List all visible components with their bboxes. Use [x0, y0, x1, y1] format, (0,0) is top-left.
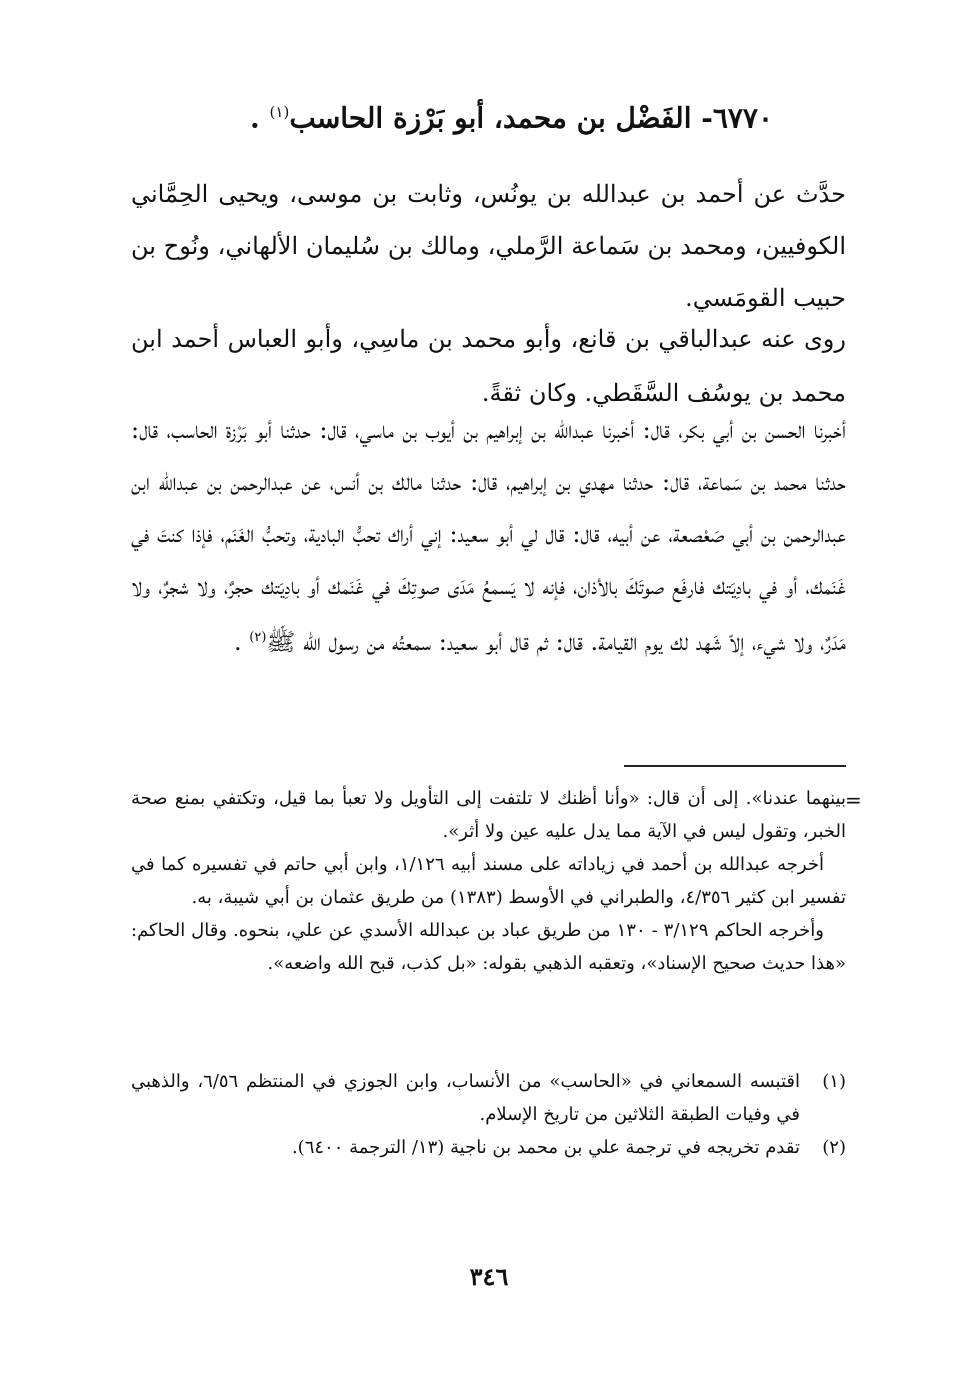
students-text: روى عنه عبدالباقي بن قانع، وأبو محمد بن ماسِي، وأبو العباس أحمد ابن محمد بن يوسُف السَّقَطي. وكان ثقةً. — [131, 325, 846, 407]
footnote-divider — [624, 765, 846, 767]
hadith-text-container — [131, 404, 846, 668]
footnote-text: تقدم تخريجه في ترجمة علي بن محمد بن ناجية (١٣/ الترجمة ٦٤٠٠). — [291, 1137, 800, 1158]
footnote-continuation-text-3: وأخرجه الحاكم ٣/١٢٩ - ١٣٠ من طريق عباد بن عبدالله الأسدي عن علي، بنحوه. وقال الحاكم: «هذا حديث صحيح الإسناد»، وتعقبه الذهبي بقوله: «بل كذب، قبح الله واضعه». — [131, 920, 846, 974]
footnote-continuation-text-1: بينهما عندنا». إلى أن قال: «وأنا أظنك لا تلتفت إلى التأويل ولا تعبأ بما قيل، وتكتفي بمنع صحة الخبر، وتقول ليس في الآية مما يدل عليه عين ولا أثر». — [131, 788, 846, 842]
footnote-continuation-text-2: أخرجه عبدالله بن أحمد في زياداته على مسند أبيه ١/١٢٦، وابن أبي حاتم في تفسيره كما في تفسير ابن كثير ٤/٣٥٦، والطبراني في الأوسط (١٣٨٣) من طريق عثمان بن أبي شيبة، به. — [131, 854, 846, 908]
narrators-text: حدَّث عن أحمد بن عبدالله بن يونُس، وثابت بن موسى، ويحيى الحِمَّاني الكوفيين، ومحمد بن سَماعة الرَّملي، ومالك بن سُليمان الألهاني، ونُوح بن حبيب القومَسي. — [131, 180, 846, 312]
footnote-list — [131, 1065, 846, 1164]
entry-heading — [173, 92, 773, 138]
hadith-text-end: . — [233, 628, 250, 656]
footnote-continuation-mark: = — [845, 788, 862, 812]
hadith-paragraph — [131, 404, 846, 668]
footnote-number: (١) — [822, 1071, 846, 1092]
footnote-item-1 — [131, 1065, 846, 1131]
hadith-text: أخبرنا الحسن بن أبي بكر، قال: أخبرنا عبدالله بن إبراهيم بن أيوب بن ماسي، قال: حدثنا أبو بَرْزة الحاسب، قال: حدثنا محمد بن سَماعة، قال: حدثنا مهدي بن إبراهيم، قال: حدثنا مالك بن أنس، عن عبدالرحمن بن عبدالله ابن عبدالرحمن بن أبي صَعْصعة، عن أبيه، قال: قال لي أبو سعيد: إني أراك تحبُّ البادية، وتحبُّ الغَنَم، فإذا كنتَ في غَنَمك، أو في بادِيَتك فارفَع صوتَكَ بالأذان، فإنه لا يَسمعُ مَدَى صوتِكَ في غَنَمك أو بادِيَتك حجرٌ، ولا شجرٌ، ولا مَدَرٌ، ولا شيء، إلاّ شَهد لك يوم القيامة. قال: ثم قال أبو سعيد: سمعتُه من رسول الله ﷺ — [131, 416, 846, 656]
page-number: ٣٤٦ — [469, 1262, 509, 1291]
footnote-item-2 — [131, 1131, 846, 1164]
footnote-text: اقتبسه السمعاني في «الحاسب» من الأنساب، وابن الجوزي في المنتظم ٦/٥٦، والذهبي في وفيات الطبقة الثلاثين من تاريخ الإسلام. — [131, 1071, 800, 1125]
footnote-continuation — [131, 782, 846, 980]
entry-title: ٦٧٧٠- الفَضْل بن محمد، أبو بَرْزة الحاسب — [289, 101, 773, 135]
narrators-paragraph — [131, 168, 846, 324]
footnote-ref-2: (٢) — [249, 630, 267, 645]
footnote-number: (٢) — [822, 1137, 846, 1158]
entry-title-end: . — [250, 101, 270, 135]
footnote-ref-1: (١) — [269, 103, 290, 121]
